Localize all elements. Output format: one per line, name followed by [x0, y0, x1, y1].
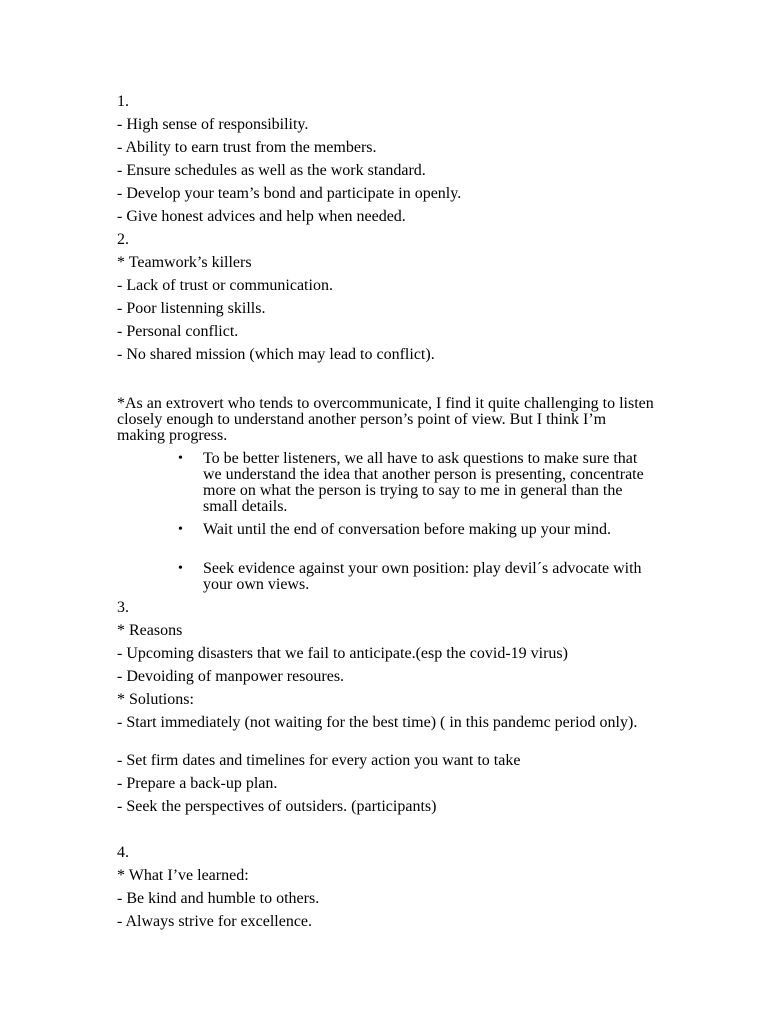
list-item: - Seek the perspectives of outsiders. (participants) [117, 798, 437, 815]
bullet-text: To be better listeners, we all have to ask questions to make sure that we understand the idea that another person is presenting, concentrate more on what the person is trying to say to me in general than the small details. [203, 450, 644, 515]
section-heading: * Solutions: [117, 691, 194, 708]
list-item: - Ability to earn trust from the members. [117, 139, 377, 156]
list-item: - Poor listenning skills. [117, 300, 266, 317]
list-item: - Devoiding of manpower resoures. [117, 668, 345, 685]
section-heading: * What I’ve learned: [117, 867, 249, 884]
bullet-text: Seek evidence against your own position: play devil´s advocate with your own views. [203, 560, 642, 593]
list-item: - Ensure schedules as well as the work standard. [117, 162, 426, 179]
list-item: - No shared mission (which may lead to conflict). [117, 346, 435, 363]
section-number: 3. [117, 599, 129, 616]
section-heading: * Teamwork’s killers [117, 254, 252, 271]
section-number: 4. [117, 844, 129, 861]
list-item: - Personal conflict. [117, 323, 239, 340]
list-item: - Set firm dates and timelines for every action you want to take [117, 752, 521, 769]
reflection-paragraph: *As an extrovert who tends to overcommunicate, I find it quite challenging to listen closely enough to understand another person’s point of view. But I think I’m making progress. [117, 395, 654, 444]
list-item: - Always strive for excellence. [117, 913, 313, 930]
section-number: 2. [117, 231, 129, 248]
bullet-icon: • [178, 561, 183, 576]
section-number: 1. [117, 93, 129, 110]
list-item: - Give honest advices and help when needed. [117, 208, 406, 225]
bullet-icon: • [178, 522, 183, 537]
list-item: - Be kind and humble to others. [117, 890, 320, 907]
list-item: - Develop your team’s bond and participate in openly. [117, 185, 462, 202]
list-item: - Upcoming disasters that we fail to anticipate.(esp the covid-19 virus) [117, 645, 568, 662]
bullet-text: Wait until the end of conversation before making up your mind. [203, 521, 611, 538]
list-item: - High sense of responsibility. [117, 116, 309, 133]
bullet-icon: • [178, 451, 183, 466]
section-heading: * Reasons [117, 622, 183, 639]
list-item: - Prepare a back-up plan. [117, 775, 278, 792]
list-item: - Start immediately (not waiting for the best time) ( in this pandemc period only). [117, 714, 638, 731]
list-item: - Lack of trust or communication. [117, 277, 333, 294]
